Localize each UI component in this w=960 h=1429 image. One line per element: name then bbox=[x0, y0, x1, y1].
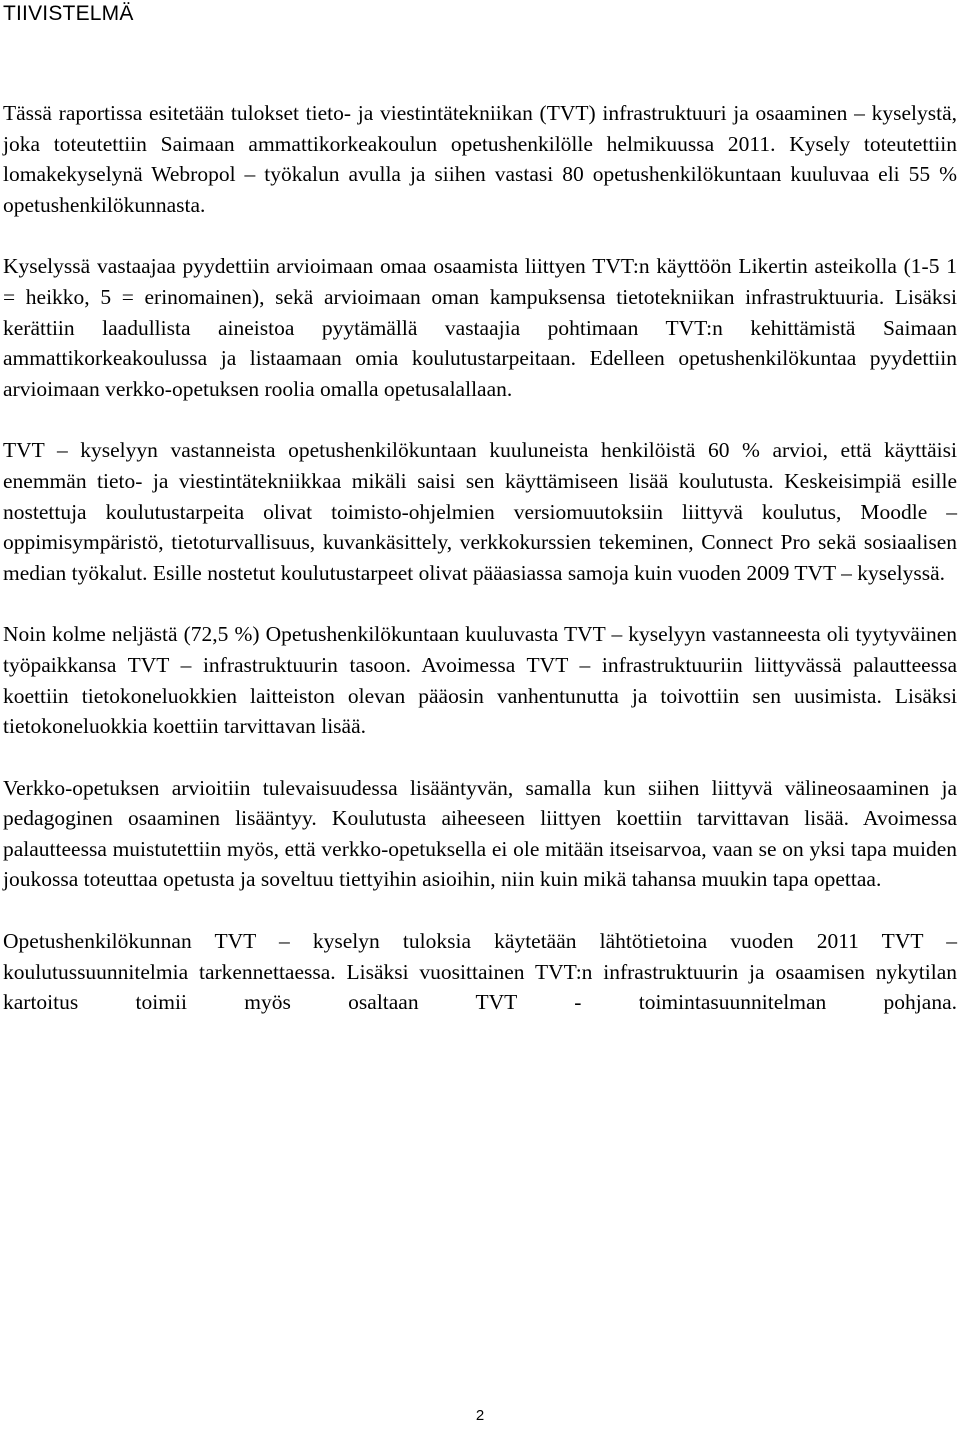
paragraph-training-needs: TVT – kyselyyn vastanneista opetushenkilökuntaan kuuluneista henkilöistä 60 % arvioi, että käyttäisi enemmän tieto- ja viestintätekniikkaa mikäli saisi sen käyttämiseen lisää koulutusta. Keskeisimpiä esille nostettuja koulutustarpeita olivat toimisto-ohjelmien versiomuutoksiin liittyvä koulutus, Moodle – oppimisympäristö, tietoturvallisuus, kuvankäsittely, verkkokurssien tekeminen, Connect Pro sekä sosiaalisen median työkalut. Esille nostetut koulutustarpeet olivat pääasiassa samoja kuin vuoden 2009 TVT – kyselyssä. bbox=[3, 438, 957, 585]
page-title: TIIVISTELMÄ bbox=[3, 2, 134, 25]
paragraph-method: Kyselyssä vastaajaa pyydettiin arvioimaan omaa osaamista liittyen TVT:n käyttöön Likertin asteikolla (1-5 1 = heikko, 5 = erinomainen), sekä arvioimaan oman kampuksensa tietotekniikan infrastruktuuria. Lisäksi kerättiin laadullista aineistoa pyytämällä vastaajia pohtimaan TVT:n kehittämistä Saimaan ammattikorkeakoulussa ja listaamaan omia koulutustarpeitaan. Edelleen opetushenkilökuntaa pyydettiin arvioimaan verkko-opetuksen roolia omalla opetusalallaan. bbox=[3, 254, 957, 401]
page-number: 2 bbox=[475, 1407, 485, 1424]
paragraph-online-teaching: Verkko-opetuksen arvioitiin tulevaisuudessa lisääntyvän, samalla kun siihen liittyvä välineosaaminen ja pedagoginen osaaminen lisääntyy. Koulutusta aiheeseen liittyen koettiin tarvittavan lisää. Avoimessa palautteessa muistutettiin myös, että verkko-opetuksella ei ole mitään itseisarvoa, vaan se on yksi tapa muiden joukossa toteuttaa opetusta ja soveltuu tiettyihin asioihin, niin kuin mikä tahansa muukin tapa opettaa. bbox=[3, 775, 957, 892]
paragraph-infrastructure: Noin kolme neljästä (72,5 %) Opetushenkilökuntaan kuuluvasta TVT – kyselyyn vastanneesta oli tyytyväinen työpaikkansa TVT – infrastruktuurin tasoon. Avoimessa TVT – infrastruktuuriin liittyvässä palautteessa koettiin tietokoneluokkien laitteiston olevan pääosin vanhentunutta ja toivottiin sen uusimista. Lisäksi tietokoneluokkia koettiin tarvittavan lisää. bbox=[3, 622, 957, 739]
paragraph-intro: Tässä raportissa esitetään tulokset tieto- ja viestintätekniikan (TVT) infrastruktuuri ja osaaminen – kyselystä, joka toteutettiin Saimaan ammattikorkeakoulun opetushenkilölle helmikuussa 2011. Kysely toteutettiin lomakekyselynä Webropol – työkalun avulla ja siihen vastasi 80 opetushenkilökuntaan kuuluvaa eli 55 % opetushenkilökunnasta. bbox=[3, 101, 957, 217]
paragraph-conclusion: Opetushenkilökunnan TVT – kyselyn tuloksia käytetään lähtötietoina vuoden 2011 TVT – koulutussuunnitelmia tarkennettaessa. Lisäksi vuosittainen TVT:n infrastruktuurin ja osaamisen nykytilan kartoitus toimii myös osaltaan TVT - toimintasuunnitelman pohjana. bbox=[3, 929, 957, 1015]
summary-body bbox=[3, 98, 957, 1049]
